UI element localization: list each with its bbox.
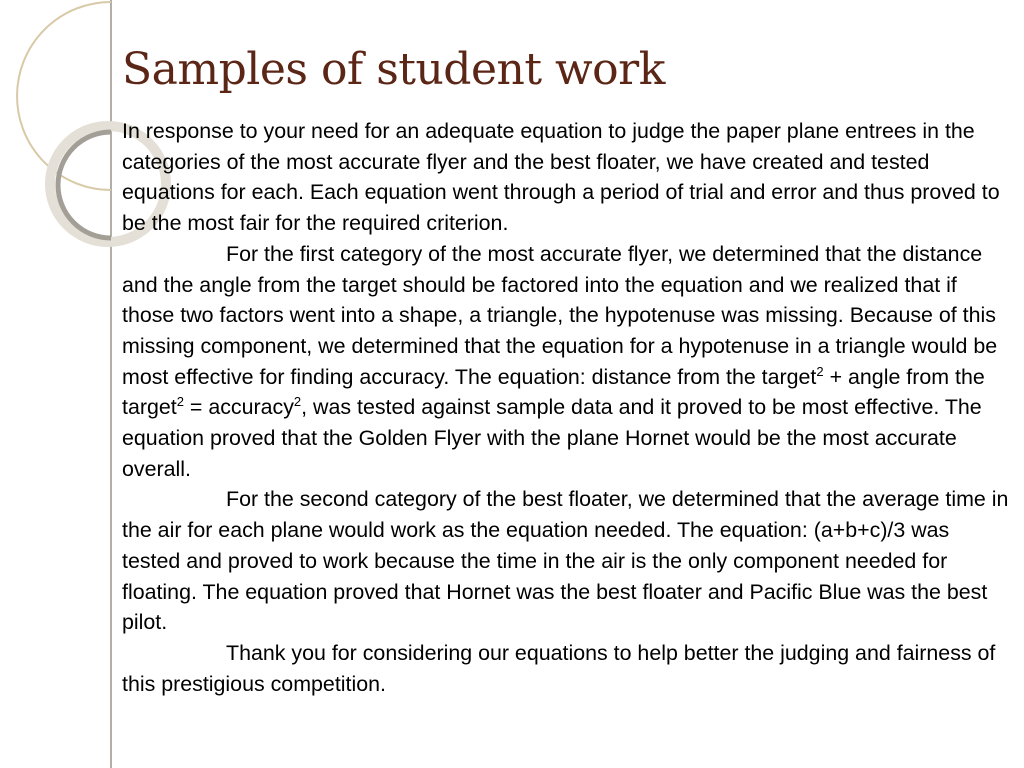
paragraph-text: Thank you for considering our equations to help better the judging and fairness of this prestigious competition. <box>122 640 996 696</box>
lower-arc <box>58 132 111 238</box>
paragraph-floater <box>122 484 1012 638</box>
superscript: 2 <box>816 363 824 379</box>
superscript: 2 <box>176 394 184 410</box>
slide-title: Samples of student work <box>122 44 665 95</box>
upper-arc <box>17 2 111 190</box>
superscript: 2 <box>293 394 302 410</box>
paragraph-closing <box>122 638 1012 699</box>
paragraph-text: For the second category of the best floater, we determined that the average time in the air for each plane would work as the equation needed. The equation: (a+b+c)/3 was tested and proved to work because the time in the air is the only component needed for floating. The equation proved that Hornet was the best floater and Pacific Blue was the best pilot. <box>122 487 1009 635</box>
paragraph-intro <box>122 116 1012 239</box>
slide-content <box>122 0 1018 768</box>
paragraph-text: , was tested against sample data and it proved to be most effective. The equation proved that the Golden Flyer with the plane Hornet would be the most accurate overall. <box>122 395 982 481</box>
paragraph-text: + angle from the target <box>122 364 985 420</box>
paragraph-accuracy <box>122 239 1012 485</box>
paragraph-text: In response to your need for an adequate equation to judge the paper plane entrees in the categories of the most accurate flyer and the best floater, we have created and tested equations for each. Each equation went through a period of trial and error and thus proved to be the most fair for the required criterion. <box>122 119 1000 236</box>
paragraph-text: For the first category of the most accurate flyer, we determined that the distance and the angle from the target should be factored into the equation and we realized that if those two factors went into a shape, a triangle, the hypotenuse was missing. Because of this missing component, we determined that the equation for a hypotenuse in a triangle would be most effective for finding accuracy. The equation: distance from the target <box>122 241 998 389</box>
paragraph-text: = accuracy <box>183 395 294 420</box>
slide-body <box>122 116 1012 699</box>
